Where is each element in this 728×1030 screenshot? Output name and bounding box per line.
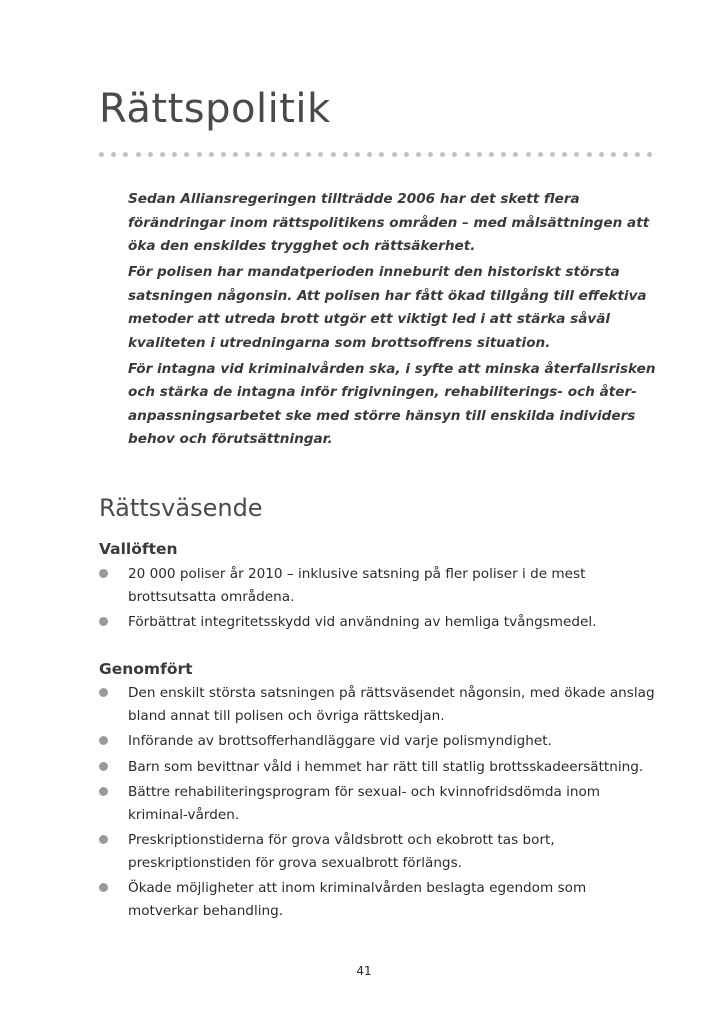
divider-dot	[282, 152, 287, 157]
bullet-icon	[99, 688, 108, 697]
list-item-text: Förbättrat integritetsskydd vid användning av hemliga tvångsmedel.	[128, 614, 597, 630]
divider-dot	[270, 152, 275, 157]
bullet-icon	[99, 736, 108, 745]
divider-dot	[245, 152, 250, 157]
bullet-icon	[99, 569, 108, 578]
intro-paragraph: För intagna vid kriminalvården ska, i syfte att minska återfallsrisken och stärka de intagna inför frigivningen, rehabiliterings- och åter-anpassningsarbetet ske med större hänsyn till enskilda individers behov och förutsättningar.	[128, 360, 656, 447]
divider-dot	[428, 152, 433, 157]
divider-dot	[306, 152, 311, 157]
divider-dot	[209, 152, 214, 157]
divider-dot	[647, 152, 652, 157]
page-number: 41	[356, 964, 372, 978]
divider-dot	[587, 152, 592, 157]
divider-dot	[440, 152, 445, 157]
divider-dot	[343, 152, 348, 157]
list-item-text: Preskriptionstiderna för grova våldsbrott och ekobrott tas bort, preskriptionstiden för grova sexualbrott förlängs.	[128, 832, 555, 871]
divider-dot	[465, 152, 470, 157]
genomfort-list	[99, 682, 659, 925]
page-title: Rättspolitik	[99, 86, 331, 132]
divider-dot	[623, 152, 628, 157]
divider-dot	[550, 152, 555, 157]
divider-dot	[611, 152, 616, 157]
divider-dot	[526, 152, 531, 157]
intro-text	[128, 188, 668, 454]
divider-dot	[184, 152, 189, 157]
subheading-valloften: Vallöften	[99, 540, 178, 558]
intro-paragraph: För polisen har mandatperioden inneburit den historiskt största satsningen någonsin. Att polisen har fått ökad tillgång till effektiva metoder att utreda brott utgör ett viktigt led i att stärka såväl kvaliteten i utredningarna som brottsoffrens situation.	[128, 264, 647, 351]
list-item-text: Ökade möjligheter att inom kriminalvården beslagta egendom som motverkar behandling.	[128, 880, 587, 919]
list-item-text: Barn som bevittnar våld i hemmet har rätt till statlig brottsskadeersättning.	[128, 758, 644, 775]
divider-dot	[136, 152, 141, 157]
list-item-text: 20 000 poliser år 2010 – inklusive satsning på fler poliser i de mest brottsutsatta områdena.	[128, 566, 586, 605]
divider-dot	[331, 152, 336, 157]
divider-dot	[257, 152, 262, 157]
list-item-text: Införande av brottsofferhandläggare vid varje polismyndighet.	[128, 733, 552, 749]
divider-dot	[501, 152, 506, 157]
subheading-genomfort: Genomfört	[99, 660, 193, 678]
list-item	[99, 877, 659, 922]
valloften-list	[99, 563, 659, 637]
divider-dot	[574, 152, 579, 157]
divider-dot	[233, 152, 238, 157]
divider-dot	[416, 152, 421, 157]
divider-dot	[489, 152, 494, 157]
divider-dot	[538, 152, 543, 157]
dotted-divider	[99, 150, 653, 158]
list-item	[99, 756, 659, 779]
list-item	[99, 611, 659, 634]
bullet-icon	[99, 787, 108, 796]
divider-dot	[404, 152, 409, 157]
divider-dot	[318, 152, 323, 157]
bullet-icon	[99, 835, 108, 844]
intro-paragraph: Sedan Alliansregeringen tillträdde 2006 har det skett flera förändringar inom rättspolitikens områden – med målsättningen att öka den enskildes trygghet och rättsäkerhet.	[128, 191, 650, 254]
divider-dot	[513, 152, 518, 157]
divider-dot	[99, 152, 104, 157]
divider-dot	[294, 152, 299, 157]
divider-dot	[635, 152, 640, 157]
divider-dot	[172, 152, 177, 157]
list-item	[99, 730, 659, 753]
list-item	[99, 682, 659, 727]
divider-dot	[160, 152, 165, 157]
bullet-icon	[99, 617, 108, 626]
divider-dot	[562, 152, 567, 157]
divider-dot	[221, 152, 226, 157]
list-item-text: Den enskilt största satsningen på rättsväsendet någonsin, med ökade anslag bland annat till polisen och övriga rättskedjan.	[128, 685, 655, 724]
bullet-icon	[99, 883, 108, 892]
divider-dot	[355, 152, 360, 157]
bullet-icon	[99, 762, 108, 771]
divider-dot	[367, 152, 372, 157]
divider-dot	[599, 152, 604, 157]
divider-dot	[452, 152, 457, 157]
list-item	[99, 829, 659, 874]
list-item	[99, 563, 659, 608]
section-title: Rättsväsende	[99, 494, 263, 522]
divider-dot	[477, 152, 482, 157]
divider-dot	[379, 152, 384, 157]
divider-dot	[111, 152, 116, 157]
divider-dot	[148, 152, 153, 157]
divider-dot	[197, 152, 202, 157]
divider-dot	[123, 152, 128, 157]
list-item-text: Bättre rehabiliteringsprogram för sexual- och kvinnofridsdömda inom kriminal-vården.	[128, 784, 601, 823]
divider-dot	[392, 152, 397, 157]
list-item	[99, 781, 659, 826]
